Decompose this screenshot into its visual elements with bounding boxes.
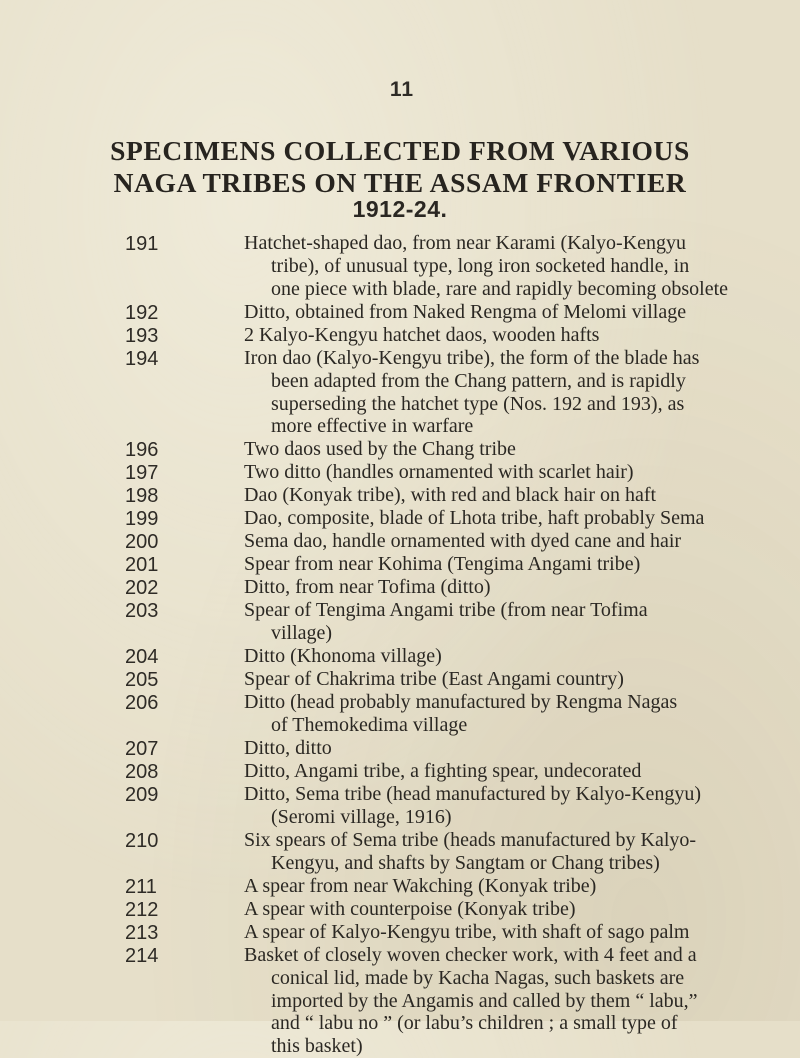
entry-description	[244, 875, 774, 898]
entry-line: A spear from near Wakching (Konyak tribe)	[244, 875, 597, 897]
entry-line: Spear of Tengima Angami tribe (from near Tofima	[244, 599, 648, 621]
entry-description	[244, 645, 774, 668]
entry-description	[244, 484, 774, 507]
entry-number: 200	[125, 531, 159, 553]
entry-description	[244, 921, 774, 944]
entry-line: Ditto (head probably manufactured by Rengma Nagas	[244, 691, 678, 713]
entry-line: A spear with counterpoise (Konyak tribe)	[244, 898, 576, 920]
entry-line: Two daos used by the Chang tribe	[244, 438, 516, 460]
title-line-1: SPECIMENS COLLECTED FROM VARIOUS	[110, 135, 690, 166]
entry-line: (Seromi village, 1916)	[271, 805, 452, 828]
entry-line: imported by the Angamis and called by them “ labu,”	[271, 989, 698, 1012]
entry-description	[244, 347, 774, 438]
entry-line: Ditto, Angami tribe, a fighting spear, undecorated	[244, 760, 642, 782]
entry-line: one piece with blade, rare and rapidly becoming obsolete	[271, 277, 729, 300]
entry-number: 214	[125, 945, 159, 967]
entry-number: 212	[125, 899, 159, 921]
entry-description	[244, 301, 774, 324]
entry-description	[244, 461, 774, 484]
entry-number: 205	[125, 669, 159, 691]
entry-number: 213	[125, 922, 159, 944]
entry-line: Sema dao, handle ornamented with dyed cane and hair	[244, 530, 682, 552]
entry-line: Hatchet-shaped dao, from near Karami (Kalyo-Kengyu	[244, 232, 687, 254]
entry-number: 211	[125, 876, 157, 898]
entry-number: 194	[125, 348, 159, 370]
entry-number: 209	[125, 784, 159, 806]
entry-line: Dao, composite, blade of Lhota tribe, haft probably Sema	[244, 507, 705, 529]
page-number: 11	[389, 78, 415, 101]
entry-line: village)	[271, 621, 333, 644]
entry-number: 201	[125, 554, 159, 576]
entry-line: Ditto, from near Tofima (ditto)	[244, 576, 491, 598]
entry-line: of Themokedima village	[271, 713, 468, 736]
entry-number: 191	[125, 233, 159, 255]
entry-line: Kengyu, and shafts by Sangtam or Chang tribes)	[271, 851, 660, 874]
entry-description	[244, 438, 774, 461]
entry-number: 210	[125, 830, 159, 852]
entry-description	[244, 507, 774, 530]
entry-line: Six spears of Sema tribe (heads manufactured by Kalyo-	[244, 829, 697, 851]
entry-description	[244, 232, 774, 300]
entry-line: Spear of Chakrima tribe (East Angami country)	[244, 668, 624, 690]
entry-line: more effective in warfare	[271, 415, 474, 438]
entry-description	[244, 530, 774, 553]
entry-description	[244, 898, 774, 921]
entry-line: this basket)	[271, 1035, 363, 1058]
entry-number: 206	[125, 692, 159, 714]
entry-description	[244, 324, 774, 347]
entry-number: 202	[125, 577, 159, 599]
entry-number: 197	[125, 462, 159, 484]
entry-number: 196	[125, 439, 159, 461]
entry-line: Ditto, ditto	[244, 737, 332, 759]
entry-description	[244, 944, 774, 1058]
entry-number: 204	[125, 646, 159, 668]
entry-description	[244, 576, 774, 599]
entry-line: conical lid, made by Kacha Nagas, such baskets are	[271, 966, 685, 989]
entry-number: 199	[125, 508, 159, 530]
entry-line: been adapted from the Chang pattern, and is rapidly	[271, 369, 686, 392]
entry-description	[244, 760, 774, 783]
entry-number: 208	[125, 761, 159, 783]
entry-description	[244, 553, 774, 576]
entry-line: A spear of Kalyo-Kengyu tribe, with shaft of sago palm	[244, 921, 690, 943]
entry-line: 2 Kalyo-Kengyu hatchet daos, wooden hafts	[244, 324, 600, 346]
entry-number: 192	[125, 302, 159, 324]
entry-description	[244, 668, 774, 691]
title-line-2: NAGA TRIBES ON THE ASSAM FRONTIER	[113, 167, 687, 198]
entry-line: Basket of closely woven checker work, with 4 feet and a	[244, 944, 697, 966]
entry-line: Ditto, obtained from Naked Rengma of Melomi village	[244, 301, 687, 323]
entry-line: superseding the hatchet type (Nos. 192 and 193), as	[271, 392, 685, 415]
entry-line: Ditto, Sema tribe (head manufactured by Kalyo-Kengyu)	[244, 783, 702, 805]
entry-description	[244, 829, 774, 875]
entry-line: Iron dao (Kalyo-Kengyu tribe), the form of the blade has	[244, 347, 700, 369]
entry-description	[244, 691, 774, 737]
entry-line: Two ditto (handles ornamented with scarlet hair)	[244, 461, 634, 483]
entry-description	[244, 783, 774, 829]
entry-description	[244, 599, 774, 645]
entry-number: 198	[125, 485, 159, 507]
entry-description	[244, 737, 774, 760]
date-range: 1912-24.	[352, 196, 448, 222]
entry-number: 193	[125, 325, 159, 347]
entry-number: 203	[125, 600, 159, 622]
entry-line: Dao (Konyak tribe), with red and black hair on haft	[244, 484, 657, 506]
entry-line: and “ labu no ” (or labu’s children ; a small type of	[271, 1012, 678, 1035]
entry-line: Ditto (Khonoma village)	[244, 645, 442, 667]
entry-number: 207	[125, 738, 159, 760]
entry-line: tribe), of unusual type, long iron socketed handle, in	[271, 254, 690, 277]
entry-line: Spear from near Kohima (Tengima Angami tribe)	[244, 553, 641, 575]
